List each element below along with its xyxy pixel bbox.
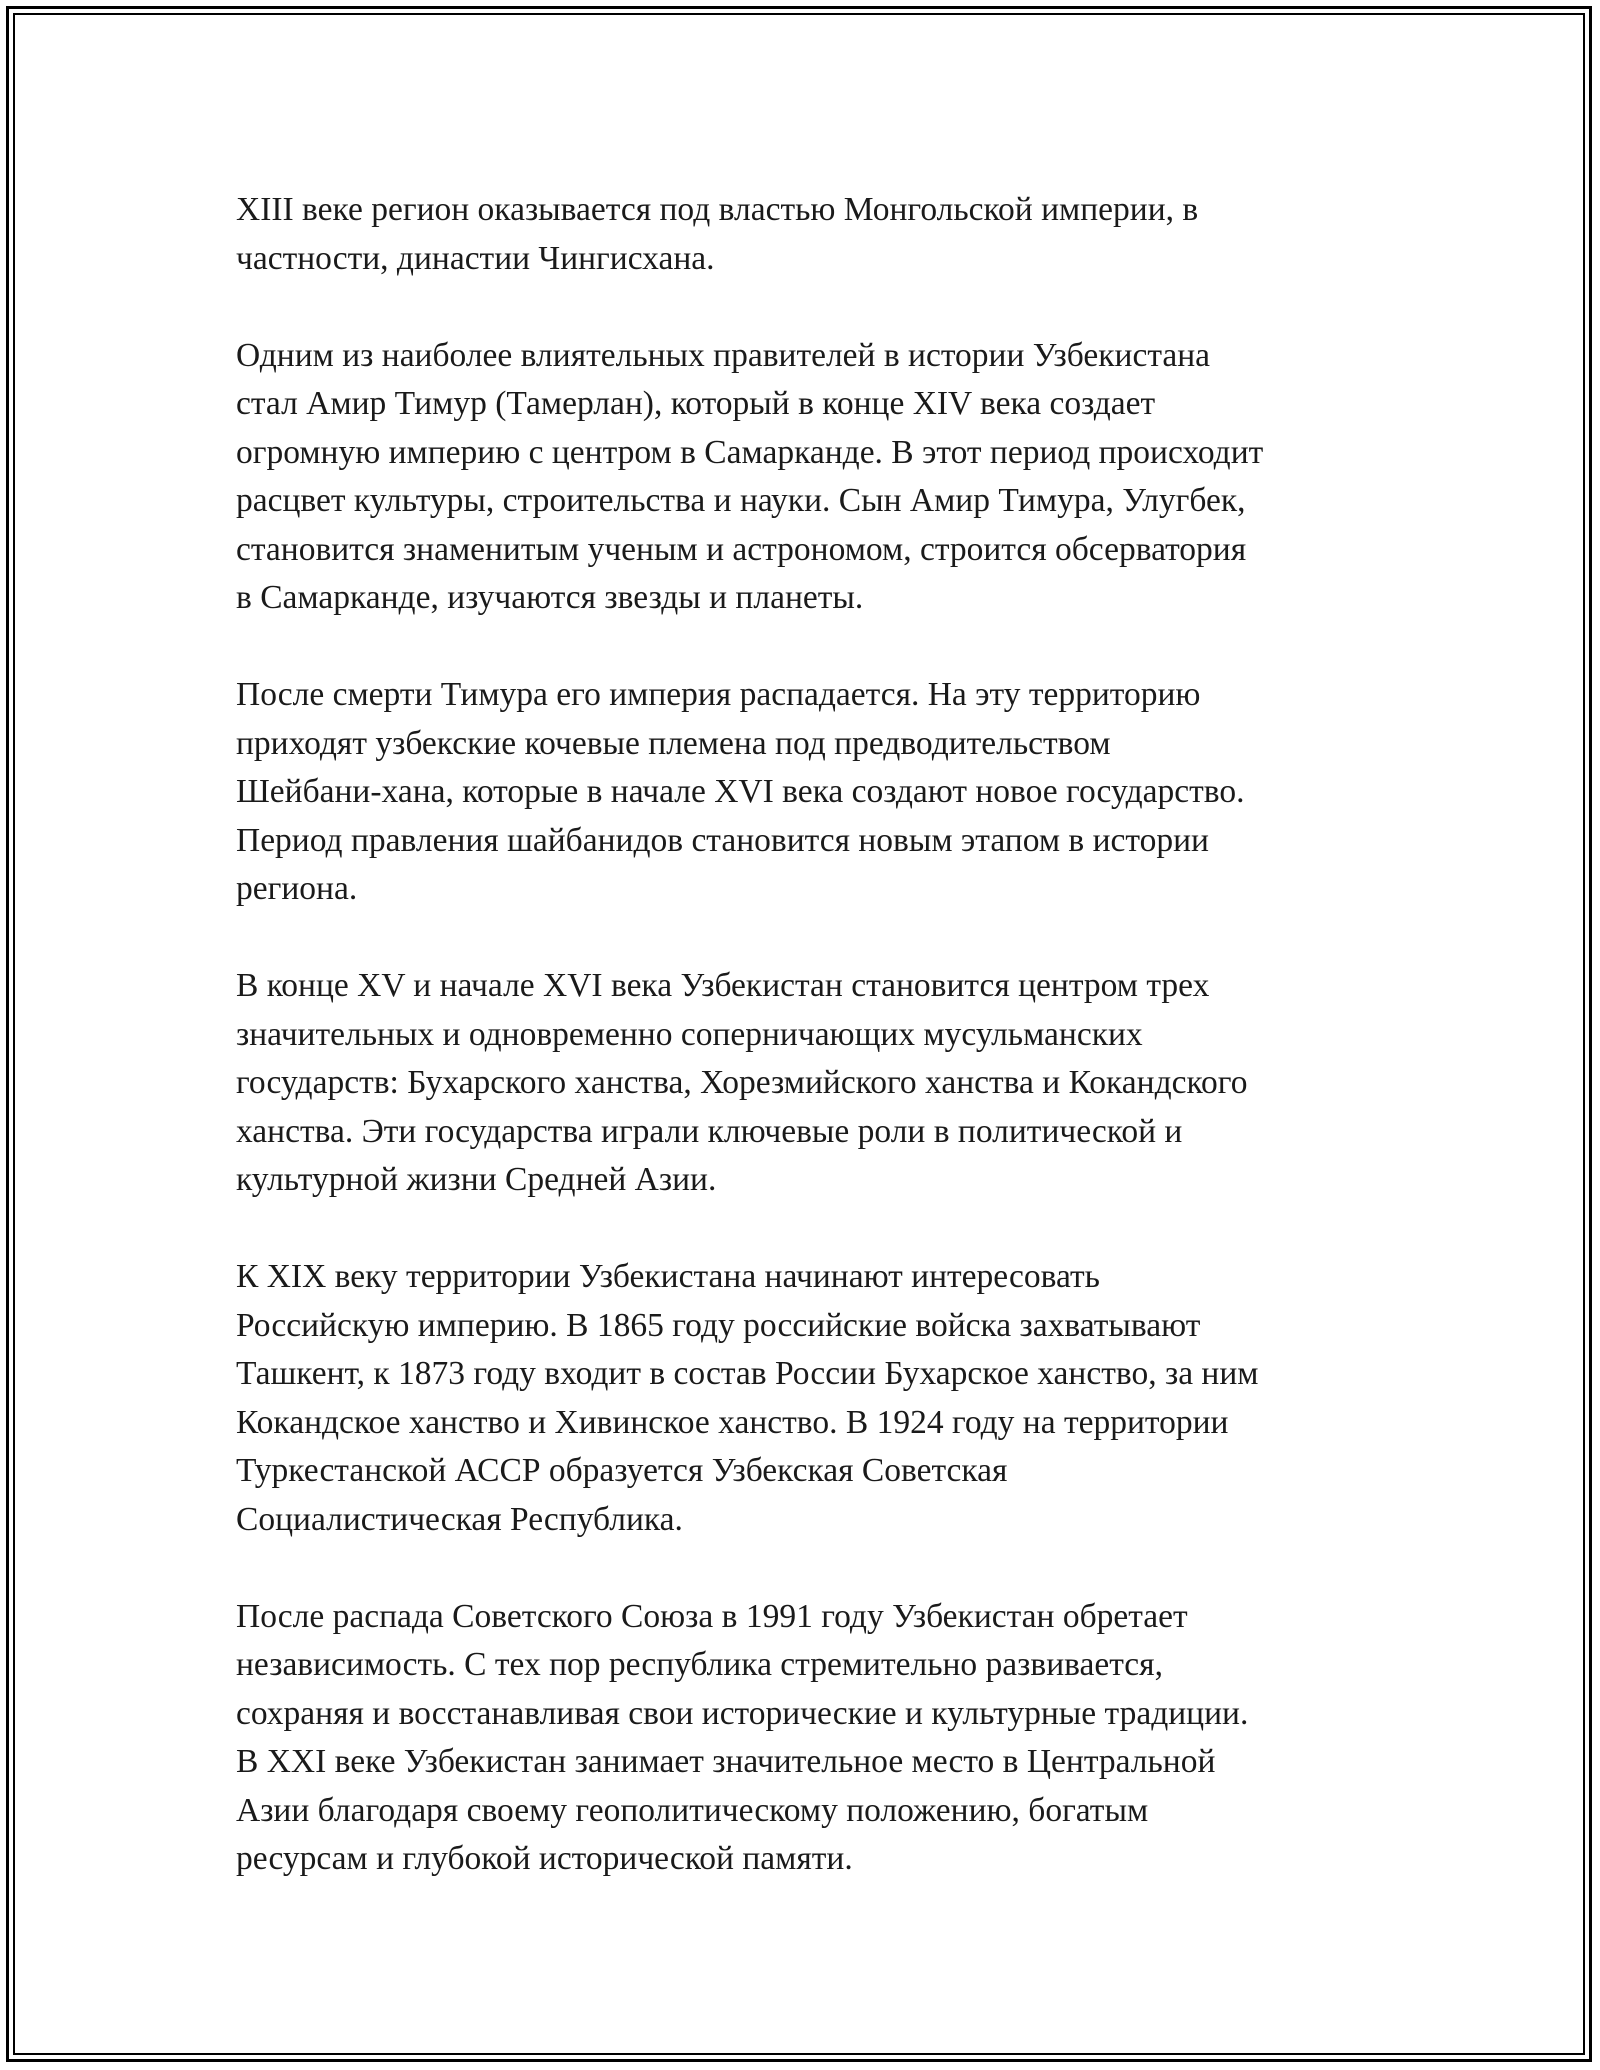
paragraph-line: В XXI веке Узбекистан занимает значительное место в Центральной: [236, 1743, 1216, 1780]
paragraph-line: приходят узбекские кочевые племена под предводительством: [236, 724, 1111, 762]
paragraph-line: Одним из наиболее влиятельных правителей в истории Узбекистана: [236, 336, 1211, 374]
paragraph-line: Ташкент, к 1873 году входит в состав России Бухарское ханство, за ним: [236, 1355, 1259, 1392]
paragraph-1: [236, 186, 1386, 283]
paragraph-line: независимость. С тех пор республика стремительно развивается,: [236, 1646, 1163, 1683]
paragraph-line: частности, династии Чингисхана.: [236, 239, 715, 277]
paragraph-line: государств: Бухарского ханства, Хорезмийского ханства и Кокандского: [236, 1064, 1248, 1101]
paragraph-line: Азии благодаря своему геополитическому положению, богатым: [236, 1791, 1149, 1829]
paragraph-6: [236, 1593, 1386, 1884]
paragraph-line: К XIX веку территории Узбекистана начинают интересовать: [236, 1258, 1100, 1295]
paragraph-5: [236, 1253, 1386, 1544]
paragraph-line: ресурсам и глубокой исторической памяти.: [236, 1840, 853, 1877]
paragraph-4: [236, 962, 1386, 1205]
paragraph-line: Период правления шайбанидов становится новым этапом в истории: [236, 821, 1209, 859]
paragraph-line: стал Амир Тимур (Тамерлан), который в конце XIV века создает: [236, 385, 1156, 422]
paragraph-line: огромную империю с центром в Самарканде. В этот период происходит: [236, 433, 1264, 471]
paragraph-line: После смерти Тимура его империя распадается. На эту территорию: [236, 676, 1201, 713]
paragraph-line: ханства. Эти государства играли ключевые роли в политической и: [236, 1112, 1183, 1150]
paragraph-line: становится знаменитым ученым и астрономом, строится обсерватория: [236, 530, 1247, 568]
paragraph-line: в Самарканде, изучаются звезды и планеты.: [236, 579, 864, 616]
paragraph-line: культурной жизни Средней Азии.: [236, 1161, 717, 1198]
paragraph-line: региона.: [236, 870, 358, 907]
paragraph-2: [236, 332, 1386, 623]
paragraph-line: расцвет культуры, строительства и науки. Сын Амир Тимура, Улугбек,: [236, 482, 1246, 519]
paragraph-line: После распада Советского Союза в 1991 году Узбекистан обретает: [236, 1597, 1188, 1635]
paragraph-line: сохраняя и восстанавливая свои исторические и культурные традиции.: [236, 1694, 1249, 1732]
paragraph-line: Кокандское ханство и Хивинское ханство. В 1924 году на территории: [236, 1403, 1229, 1441]
paragraph-line: XIII веке регион оказывается под властью Монгольской империи, в: [236, 191, 1199, 228]
paragraph-line: Туркестанской АССР образуется Узбекская Советская: [236, 1452, 1008, 1489]
document-body: [236, 186, 1386, 1884]
paragraph-line: В конце XV и начале XVI века Узбекистан становится центром трех: [236, 967, 1210, 1004]
paragraph-3: [236, 671, 1386, 914]
paragraph-line: значительных и одновременно соперничающих мусульманских: [236, 1015, 1143, 1053]
paragraph-line: Социалистическая Республика.: [236, 1500, 683, 1538]
paragraph-line: Шейбани-хана, которые в начале XVI века создают новое государство.: [236, 773, 1245, 810]
paragraph-line: Российскую империю. В 1865 году российские войска захватывают: [236, 1306, 1201, 1344]
